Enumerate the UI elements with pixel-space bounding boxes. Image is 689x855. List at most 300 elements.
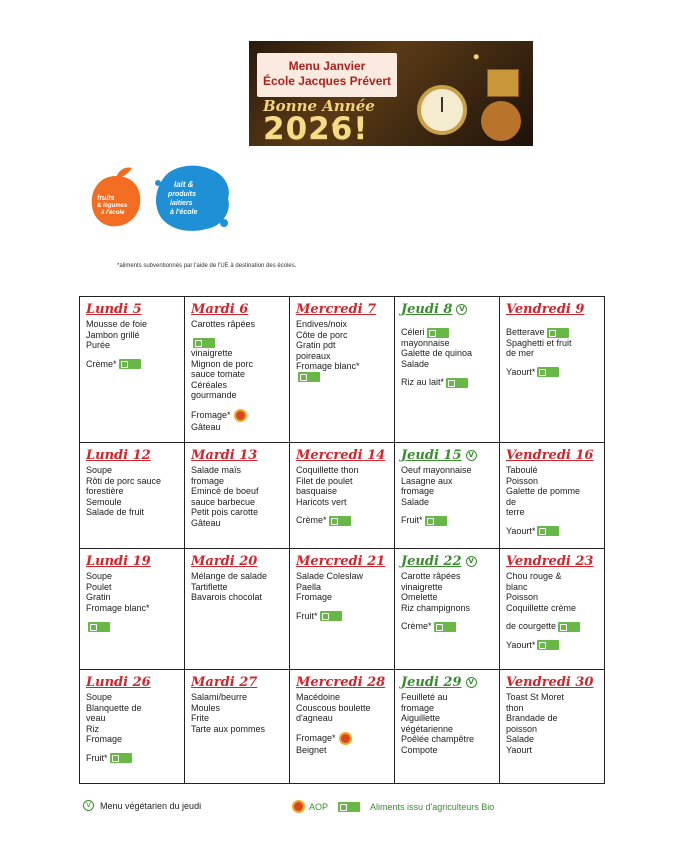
menu-item-text: Spaghetti et fruit [506,337,572,348]
menu-item-text: Fromage blanc* [296,361,360,371]
menu-item-text: Tarte aux pommes [191,723,266,734]
legend-bio-label: Aliments issu d'agriculteurs Bio [370,801,495,812]
menu-item [401,497,499,508]
menu-item [506,592,604,603]
menu-item-text: Salade Coleslaw [296,571,364,581]
menu-item [401,745,499,756]
menu-item-text: Galette de pomme [506,486,581,496]
vegetarian-icon: V [466,677,477,688]
legend-aop-bio [292,800,494,813]
day-cell [395,549,500,670]
day-title [191,448,289,463]
menu-item [191,592,289,603]
menu-item-text: Salade de fruit [86,507,145,517]
menu-item [296,732,394,745]
menu-item [506,476,604,487]
menu-item [401,734,499,745]
menu-item [191,319,289,330]
menu-item-text: Fromage [296,592,333,602]
menu-item [86,753,184,764]
day-title-text: Mardi 13 [191,448,258,463]
menu-item [191,571,289,582]
menu-item [191,713,289,724]
spacer [86,613,184,621]
banner-title-line2: École Jacques Prévert [262,74,392,88]
menu-item-text: Yaourt* [506,639,536,650]
day-cell [395,297,500,443]
menu-item [296,745,394,756]
menu-item-text: Gratin pdt [296,340,336,350]
menu-item-text: Brandade de [506,713,558,723]
menu-item-text: Yaourt [506,744,532,755]
menu-item [191,380,289,391]
menu-item [191,359,289,370]
menu-item-text: Blanquette de [86,702,142,713]
bio-label-icon [425,516,447,526]
menu-banner [249,41,533,146]
menu-item [191,692,289,703]
menu-item-text: Omelette [401,592,438,602]
day-title-text: Mardi 27 [191,675,258,690]
menu-item-text: Moules [191,702,221,713]
day-cell [80,443,185,549]
menu-item [191,390,289,401]
menu-item-text: Crème* [296,515,327,525]
menu-item [506,724,604,735]
menu-item-text: Mignon de porc [191,358,254,369]
spacer [86,351,184,359]
day-cell [185,297,290,443]
menu-item [401,724,499,735]
menu-item [191,518,289,529]
day-title [296,448,394,463]
menu-item [191,338,289,349]
day-cell [500,443,604,549]
menu-item [191,703,289,714]
menu-item [191,582,289,593]
menu-item-text: Chou rouge & [506,571,562,581]
menu-item [296,692,394,703]
menu-item-text: sauce barbecue [191,496,256,507]
bio-label-icon [193,338,215,348]
menu-item [296,582,394,593]
aop-icon [339,732,352,745]
day-title [86,554,184,569]
menu-item-text: blanc [506,581,528,592]
bio-label-icon [119,359,141,369]
menu-item-text: Salade [401,496,430,507]
menu-item [401,359,499,370]
menu-item-text: fromage [401,486,435,496]
menu-item [401,377,499,388]
menu-item-text: Riz au lait* [401,377,445,388]
spacer [86,745,184,753]
menu-item-text: poisson [506,723,538,734]
menu-item-text: forestière [86,486,124,496]
day-cell [500,297,604,443]
menu-item [506,465,604,476]
day-cell [290,443,395,549]
menu-item-text: Toast St Moret [506,692,565,702]
day-title [401,554,499,569]
menu-item-text: Côte de porc [296,329,348,340]
bio-label-icon [558,622,580,632]
spacer [296,507,394,515]
menu-item [296,319,394,330]
clock-icon [417,85,467,135]
menu-item [296,476,394,487]
day-cell [395,443,500,549]
gift-icon [487,69,519,97]
menu-item-text: Salami/beurre [191,692,248,702]
day-title [191,675,289,690]
menu-item-text: Fromage [86,734,123,744]
bio-label-icon [329,516,351,526]
menu-item-text: Bavarois chocolat [191,592,263,602]
bio-label-icon [88,622,110,632]
menu-item [191,497,289,508]
menu-item [401,515,499,526]
menu-item-text: Filet de poulet [296,475,353,486]
menu-item-text: Fromage* [191,409,231,420]
menu-item-text: Rôti de porc sauce [86,475,162,486]
teddy-bear-icon [481,101,521,141]
menu-item [506,621,604,632]
menu-item [191,465,289,476]
menu-item [191,476,289,487]
day-cell [80,670,185,783]
day-title-text: Jeudi 15 [401,448,462,463]
day-title-text: Vendredi 16 [506,448,594,463]
menu-item [296,497,394,508]
menu-item [506,526,604,537]
menu-item-text: Yaourt* [506,525,536,536]
aop-icon [292,800,305,813]
menu-item-text: Compote [401,744,438,755]
menu-item [191,724,289,735]
day-title [506,302,604,317]
menu-item-text: Jambon grillé [86,329,140,340]
menu-item [401,476,499,487]
day-title [191,302,289,317]
menu-item [506,338,604,349]
menu-item [296,465,394,476]
menu-item-text: Céleri [401,327,425,337]
bio-label-icon [446,378,468,388]
menu-item [506,486,604,497]
day-cell [290,670,395,783]
menu-item-text: Tartiflette [191,581,228,592]
bio-label-icon [298,372,320,382]
day-title-text: Mercredi 28 [296,675,386,690]
menu-item-text: Soupe [86,465,113,475]
day-title-text: Mercredi 7 [296,302,377,317]
day-cell [185,670,290,783]
menu-item-text: Poulet [86,581,112,592]
menu-item [191,422,289,433]
day-title [296,554,394,569]
menu-item-text: Gâteau [191,421,221,432]
menu-item-text: veau [86,713,106,723]
svg-text:laitiers: laitiers [170,200,193,207]
day-title-text: Lundi 5 [86,302,142,317]
day-title-text: Jeudi 29 [401,675,462,690]
menu-item [86,507,184,518]
menu-item [296,515,394,526]
day-title-text: Mardi 20 [191,554,258,569]
menu-item-text: Haricots vert [296,496,347,507]
menu-item [506,348,604,359]
menu-item [506,497,604,508]
menu-item-text: Frite [191,713,209,723]
menu-item-text: Coquillette thon [296,465,359,475]
menu-item-text: Emincé de boeuf [191,486,259,496]
banner-year: 2026! [263,111,369,146]
menu-item [86,603,184,614]
spacer [191,330,289,338]
menu-item [506,582,604,593]
spacer [296,724,394,732]
day-cell [80,549,185,670]
spacer [506,632,604,640]
bio-label-icon [320,611,342,621]
menu-item-text: Salade [401,358,430,369]
menu-item [86,476,184,487]
day-title [506,675,604,690]
menu-item [296,486,394,497]
menu-item-text: Endives/noix [296,319,348,329]
vegetarian-icon: V [83,800,94,811]
vegetarian-icon: V [466,556,477,567]
menu-item-text: Fruit* [296,610,318,621]
banner-title-line1: Menu Janvier [288,59,366,73]
svg-text:& légumes: & légumes [97,203,128,209]
day-title-text: Jeudi 8 [401,302,453,317]
menu-item [401,327,499,338]
svg-text:à l'école: à l'école [170,209,198,216]
menu-item-text: Mousse de foie [86,319,148,329]
menu-item-text: Beignet [296,744,327,755]
subsidy-note: *aliments subventionnés par l'aide de l'UE à destination des écoles. [117,263,297,269]
menu-item [86,497,184,508]
spacer [296,603,394,611]
day-title [506,554,604,569]
aop-icon [234,409,247,422]
menu-item-text: Riz [86,723,99,734]
menu-item [86,330,184,341]
day-cell [395,670,500,783]
lait-produits-laitiers-logo [152,163,236,235]
svg-text:lait &: lait & [174,180,194,189]
menu-item-text: vinaigrette [191,348,233,359]
svg-text:fruits: fruits [97,195,115,202]
svg-text:à l'école: à l'école [101,210,125,216]
day-title-text: Vendredi 23 [506,554,594,569]
menu-item-text: Gâteau [191,517,221,528]
menu-item [506,507,604,518]
menu-item-text: vinaigrette [401,581,443,592]
menu-item-text: Purée [86,340,111,350]
menu-item [86,734,184,745]
menu-item-text: Feuilleté au [401,692,448,702]
menu-item [401,603,499,614]
day-title-text: Mercredi 21 [296,554,386,569]
menu-item [401,713,499,724]
menu-item [296,571,394,582]
menu-item [506,367,604,378]
day-title-text: Vendredi 30 [506,675,594,690]
menu-item [506,713,604,724]
menu-item [296,592,394,603]
menu-item-text: Paella [296,581,322,592]
menu-item [296,611,394,622]
menu-item [86,592,184,603]
menu-item-text: Céréales [191,379,228,390]
menu-item [401,486,499,497]
menu-item-text: Fruit* [86,752,108,763]
day-title [86,675,184,690]
spacer [506,359,604,367]
day-title [401,302,499,317]
bio-label-icon [338,802,360,812]
menu-item [506,692,604,703]
menu-item [296,330,394,341]
menu-item [86,571,184,582]
menu-item-text: Crème* [86,358,117,369]
vegetarian-icon: V [466,450,477,461]
menu-item [191,409,289,422]
menu-item [401,582,499,593]
menu-item [86,340,184,351]
menu-item-text: thon [506,702,524,713]
menu-item [506,745,604,756]
menu-item-text: Fruit* [401,515,423,525]
menu-item [401,465,499,476]
menu-item [86,724,184,735]
menu-item [86,486,184,497]
bio-label-icon [434,622,456,632]
spacer [506,613,604,621]
day-title [296,302,394,317]
menu-item [191,486,289,497]
menu-item [401,703,499,714]
menu-item [506,703,604,714]
day-title-text: Lundi 26 [86,675,151,690]
menu-item-text: sauce tomate [191,369,246,380]
day-title-text: Mardi 6 [191,302,249,317]
day-title-text: Vendredi 9 [506,302,585,317]
menu-item-text: d'agneau [296,713,333,723]
day-cell [500,670,604,783]
menu-item-text: Betterave [506,327,545,337]
menu-item [296,361,394,372]
menu-item-text: Petit pois carotte [191,507,259,517]
menu-item-text: de courgette [506,621,557,631]
menu-item [401,348,499,359]
menu-item-text: Taboulé [506,465,538,475]
menu-item [86,465,184,476]
day-cell [290,297,395,443]
menu-item [506,327,604,338]
menu-item-text: Poisson [506,592,539,602]
day-title [296,675,394,690]
menu-item-text: Yaourt* [506,366,536,377]
menu-item-text: Fromage* [296,732,336,743]
menu-item [86,359,184,370]
bio-label-icon [537,526,559,536]
menu-item-text: gourmande [191,390,237,401]
menu-item-text: Galette de quinoa [401,348,473,359]
fruits-legumes-logo [88,166,144,230]
spacer [401,319,499,327]
menu-item-text: Mélange de salade [191,571,268,581]
day-title [506,448,604,463]
menu-item-text: de [506,496,517,507]
menu-item [401,592,499,603]
menu-item [191,348,289,359]
day-title-text: Lundi 19 [86,554,151,569]
svg-text:produits: produits [168,191,196,198]
menu-item-text: végétarienne [401,723,454,734]
menu-item-text: Lasagne aux [401,475,453,486]
menu-item-text: Semoule [86,496,122,507]
spacer [506,319,604,327]
spacer [401,507,499,515]
menu-table [79,296,605,784]
day-cell [290,549,395,670]
menu-item [296,372,394,383]
menu-item-text: Aiguillette [401,713,441,723]
menu-item [86,703,184,714]
day-title-text: Lundi 12 [86,448,151,463]
menu-item-text: fromage [191,475,225,486]
spacer [401,369,499,377]
day-title-text: Mercredi 14 [296,448,386,463]
menu-item-text: Oeuf mayonnaise [401,465,472,475]
day-title [401,675,499,690]
day-title [86,448,184,463]
menu-item-text: de mer [506,348,535,359]
menu-item [296,713,394,724]
legend-aop-label: AOP [309,801,329,812]
menu-item [296,351,394,362]
menu-item-text: Coquillette crème [506,602,577,613]
menu-item [191,369,289,380]
legend-vegetarian [83,800,201,811]
menu-item-text: Gratin [86,592,111,602]
menu-item-text: fromage [401,702,435,713]
menu-item-text: Macédoine [296,692,341,702]
day-cell [185,549,290,670]
menu-item [506,734,604,745]
menu-item-text: Soupe [86,692,113,702]
menu-item [296,340,394,351]
menu-item [191,507,289,518]
menu-item [401,621,499,632]
spacer [506,518,604,526]
day-title [86,302,184,317]
day-cell [80,297,185,443]
menu-item-text: Poêlée champêtre [401,734,475,744]
menu-item [86,692,184,703]
menu-item-text: Couscous boulette [296,702,371,713]
day-title-text: Jeudi 22 [401,554,462,569]
menu-item-text: poireaux [296,350,331,361]
menu-item-text: Riz champignons [401,602,471,613]
menu-item [401,338,499,349]
bio-label-icon [110,753,132,763]
day-title [401,448,499,463]
